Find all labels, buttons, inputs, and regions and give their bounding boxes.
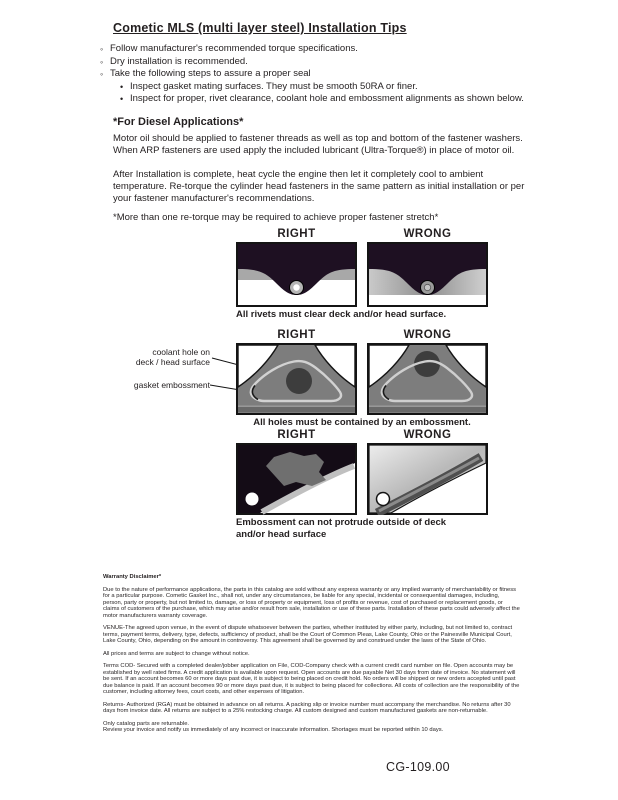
right-label: RIGHT bbox=[277, 329, 316, 341]
coolant-hole-circle bbox=[286, 368, 312, 394]
sub-tip-text: Inspect gasket mating surfaces. They must be smooth 50RA or finer. bbox=[130, 80, 418, 92]
wrong-label: WRONG bbox=[403, 228, 452, 240]
retorque-note: *More than one re-torque may be required to achieve proper fastener stretch* bbox=[113, 212, 439, 223]
warranty-paragraph: Due to the nature of performance applications, the parts in this catalog are sold without any express warranty or any implied warranty of merchantability or fitness for a particular purpose. Cometic Gasket Inc., shall not, under any circumstances, be liable for any special, incidental or consequential damages, including, person, party or property, but not limited to, damage, or loss of property or equipment, loss of profits or revenue, cost of purchased or replacement goods, or claims of customers of the purchase, which may arise and/or result from sale, installation or use of these parts. Installation of these parts could adversely affect the motor manufacturers warranty coverage. bbox=[103, 586, 520, 619]
diesel-paragraph-1: Motor oil should be applied to fastener threads as well as top and bottom of the fastener washers. When ARP fasteners are used apply the included lubricant (Ultra-Torque®) in place of motor oil. bbox=[113, 133, 523, 157]
tip-item bbox=[100, 56, 555, 69]
diagram-pair-holes bbox=[236, 329, 488, 429]
diesel-heading: *For Diesel Applications* bbox=[113, 116, 244, 128]
filled-bullet-icon: • bbox=[120, 94, 124, 105]
tip-text: Follow manufacturer's recommended torque specifications. bbox=[110, 43, 358, 54]
terms-paragraph: Terms COD- Secured with a completed dealer/jobber application on File, COD-Company check with a current credit card number on file. Open accounts may be established by well rated firms. A credit application is available upon request. Open accounts are due payable Net 30 days from date of invoice. No statement will be sent. If an account becomes 60 or more days past due, it is subject to being placed on credit hold. No orders will be shipped or new orders accepted until past due balance is paid. If an account becomes 90 or more days past due, it is subject to being placed for collections. All costs of collection are the responsibility of the customer, including attorney fees, court costs, and other expenses of litigation. bbox=[103, 663, 520, 695]
diagram-embossment-wrong bbox=[367, 343, 488, 415]
filled-bullet-icon: • bbox=[120, 81, 124, 92]
warranty-disclaimer bbox=[103, 574, 520, 740]
right-label: RIGHT bbox=[277, 429, 316, 441]
bolt-hole-circle bbox=[246, 493, 259, 506]
prices-paragraph: All prices and terms are subject to change without notice. bbox=[103, 650, 250, 657]
sub-tip-item bbox=[120, 81, 555, 94]
page-title: Cometic MLS (multi layer steel) Installation Tips bbox=[113, 21, 407, 35]
diagram-pair-protrude bbox=[236, 429, 488, 540]
tip-text: Take the following steps to assure a proper seal bbox=[110, 68, 311, 80]
caption-rivets: All rivets must clear deck and/or head surface. bbox=[236, 309, 447, 320]
open-bullet-icon: ◦ bbox=[100, 69, 104, 80]
venue-paragraph: VENUE-The agreed upon venue, in the event of dispute whatsoever between the parties, whether instituted by either party, including, but not limited to, contract terms, payment terms, delivery, type, defects, sufficiency of product, shall be the Court of Common Pleas, Lake County, Ohio or the Painesville Municipal Court, Lake County, Ohio, depending on the amount in controversy. This agreement shall be governed by and construed under the laws of the State of Ohio. bbox=[103, 625, 513, 644]
tips-list bbox=[100, 43, 555, 106]
tip-item bbox=[100, 68, 555, 81]
diagram-rivet-wrong bbox=[367, 242, 488, 307]
open-bullet-icon: ◦ bbox=[100, 44, 104, 54]
page-number: CG-109.00 bbox=[386, 760, 450, 774]
catalog-parts-line: Only catalog parts are returnable. bbox=[103, 720, 190, 727]
diesel-paragraph-2: After Installation is complete, heat cycle the engine then let it completely cool to ambient temperature. Re-torque the cylinder head fasteners in the same pattern as initial installation or per your fastener manufacturer's recommendations. bbox=[113, 169, 525, 205]
open-bullet-icon: ◦ bbox=[100, 56, 104, 67]
right-label: RIGHT bbox=[277, 228, 316, 240]
coolant-hole-label: coolant hole on deck / head surface bbox=[135, 347, 210, 367]
diagram-embossment-right bbox=[236, 343, 357, 415]
diagram-rivet-right bbox=[236, 242, 357, 307]
tip-item bbox=[100, 43, 555, 56]
returns-paragraph: Returns- Authorized (RGA) must be obtained in advance on all returns. A packing slip or invoice number must accompany the merchandise. No returns after 30 days from invoice date. All returns are subject to a 25% restocking charge. All custom designed and custom manufactured gaskets are non-returnable. bbox=[103, 701, 511, 714]
sub-tip-item bbox=[120, 93, 555, 106]
tip-text: Dry installation is recommended. bbox=[110, 55, 248, 67]
caption-protrude: Embossment can not protrude outside of deck and/or head surface bbox=[236, 517, 447, 540]
bolt-hole-circle bbox=[377, 493, 390, 506]
sub-tip-text: Inspect for proper, rivet clearance, coolant hole and embossment alignments as shown below. bbox=[130, 93, 524, 105]
diagram-protrude-wrong bbox=[367, 443, 488, 515]
wrong-label: WRONG bbox=[403, 429, 452, 441]
warranty-heading: Warranty Disclaimer* bbox=[103, 574, 162, 580]
diagram-protrude-right bbox=[236, 443, 357, 515]
invoice-line: Review your invoice and notify us immediately of any incorrect or inaccurate information. Shortages must be reported within 10 days. bbox=[103, 727, 444, 733]
wrong-label: WRONG bbox=[403, 329, 452, 341]
caption-holes: All holes must be contained by an embossment. bbox=[253, 417, 471, 428]
gasket-embossment-label: gasket embossment bbox=[133, 380, 210, 390]
diagram-pair-rivets bbox=[236, 228, 488, 321]
